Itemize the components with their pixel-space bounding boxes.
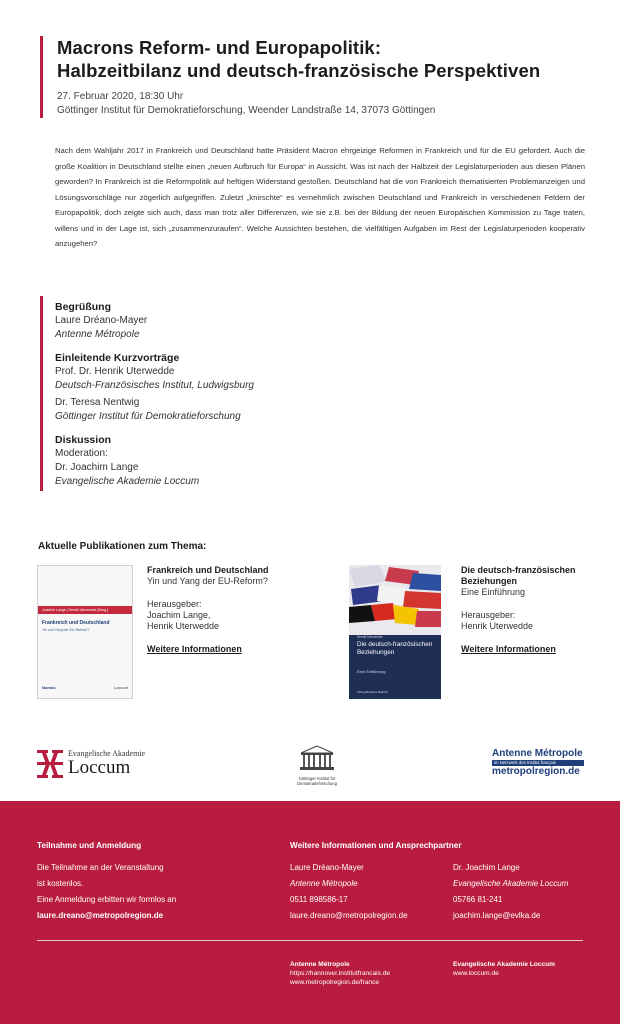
welcome-org: Antenne Métropole [55, 329, 140, 340]
book2-cover-subtitle: Eine Einführung [357, 669, 386, 674]
contact-antenne-email[interactable]: laure.dreano@metropolregion.de [290, 911, 408, 920]
registration-line3: Eine Anmeldung erbitten wir formlos an [37, 895, 177, 904]
book1-subtitle: Yin und Yang der EU-Reform? [147, 576, 268, 586]
moderator-name: Dr. Joachim Lange [55, 462, 139, 473]
program-talks [55, 351, 440, 424]
loccum-logo [37, 749, 145, 778]
book2-cover[interactable] [349, 565, 441, 699]
event-venue: Göttinger Institut für Demokratieforschung, Weender Landstraße 14, 37073 Göttingen [57, 105, 436, 116]
program [40, 296, 440, 491]
event-title [57, 36, 600, 82]
book1-info [147, 565, 327, 655]
moderator-org: Evangelische Akademie Loccum [55, 476, 200, 487]
book1-editor1: Joachim Lange, [147, 610, 211, 620]
book1-cover[interactable] [37, 565, 133, 699]
contact-loccum-org: Evangelische Akademie Loccum [453, 879, 569, 888]
footer-registration [37, 838, 267, 924]
registration-email[interactable]: laure.dreano@metropolregion.de [37, 911, 164, 920]
footer-divider [37, 940, 583, 941]
book2-subtitle: Eine Einführung [461, 587, 526, 597]
antenne-logo [492, 748, 584, 778]
program-discussion [55, 433, 440, 489]
book1-cover-publisher: Nomos [42, 685, 56, 690]
book1-more-link[interactable]: Weitere Informationen [147, 644, 242, 654]
contact-antenne [290, 860, 450, 924]
footer-contacts [290, 838, 590, 854]
book2-info [461, 565, 591, 655]
welcome-heading: Begrüßung [55, 301, 111, 313]
registration-line1: Die Teilnahme an der Veranstaltung [37, 863, 164, 872]
gida-logo-line1: Göttinger Institut für [298, 776, 336, 781]
antenne-logo-line1: Antenne Métropole [492, 748, 583, 759]
talks-heading: Einleitende Kurzvorträge [55, 352, 180, 364]
book2-cover-author: Henrik Uterwedde [357, 635, 383, 639]
program-welcome [55, 300, 440, 342]
book1-editor2: Henrik Uterwedde [147, 621, 220, 631]
contact-antenne-phone: 0511 898586-17 [290, 895, 348, 904]
event-header [40, 36, 600, 118]
contact-loccum-email[interactable]: joachim.lange@evlka.de [453, 911, 541, 920]
footer-antenne-url1[interactable]: https://hannover.institutfrancais.de [290, 970, 391, 977]
welcome-name: Laure Dréano-Mayer [55, 315, 148, 326]
footer-loccum-url1[interactable]: www.loccum.de [453, 970, 499, 977]
book2-title-line2: Beziehungen [461, 576, 518, 586]
intro-paragraph: Nach dem Wahljahr 2017 in Frankreich und Deutschland hatte Präsident Macron ehrgeizige Reformen in Frankreich und für die EU gefordert. Auch die große Koalition in Deutschland stellte einen „neuen Aufbruch für Europa“ in Aussicht. Was ist nach der Halbzeit der Legislaturperioden aus diesen Plänen geworden? In Frankreich ist die Reformpolitik auf heftigen Widerstand gestoßen. Deutschland hat die von Frankreich thematisierten Problemanzeigen und Lösungsvorschläge nur zögerlich aufgegriffen. Zuletzt „knirschte“ es vernehmlich zwischen Deutschland und Frankreich in verschiedenen Feldern der Europapolitik, doch zeigte sich auch, dass man trotz aller Differenzen, wie sie z.B. bei der Bildung der neuen Europäischen Kommission zu Tage traten, willens und in der Lage ist, sich „zusammenzuraufen“. Welche Aussichten bestehen, die vielfältigen Aufgaben im Rest der Legislaturperioden kooperativ anzugehen? [55, 146, 585, 248]
book1-editor-label: Herausgeber: [147, 599, 202, 609]
book1-title: Frankreich und Deutschland [147, 565, 269, 575]
book2-editor1: Henrik Uterwedde [461, 621, 534, 631]
loccum-mark-icon [37, 750, 63, 778]
antenne-logo-line3: metropolregion.de [492, 766, 580, 777]
contact-loccum [453, 860, 603, 924]
event-title-line1: Macrons Reform- und Europapolitik: [57, 37, 382, 58]
book2-title-line1: Die deutsch-französischen [461, 565, 576, 575]
gida-logo [287, 745, 347, 786]
contact-antenne-org: Antenne Métropole [290, 879, 358, 888]
book1-cover-authors: Joachim Lange | Henrik Uterwedde [Hrsg.] [42, 608, 108, 612]
contact-loccum-phone: 05766 81-241 [453, 895, 503, 904]
event-meta [57, 90, 600, 118]
contact-antenne-name: Laure Dréano-Mayer [290, 863, 364, 872]
moderation-label: Moderation: [55, 448, 108, 459]
footer [0, 801, 620, 1024]
registration-heading: Teilnahme und Anmeldung [37, 841, 142, 850]
institute-building-icon [299, 745, 335, 771]
event-date: 27. Februar 2020, 18:30 Uhr [57, 91, 184, 102]
speaker1-name: Prof. Dr. Henrik Uterwedde [55, 366, 175, 377]
book2-cover-title: Die deutsch-französischen Beziehungen [357, 641, 433, 656]
book1-cover-title: Frankreich und Deutschland [42, 620, 110, 626]
footer-antenne-url2[interactable]: www.metropolregion.de/france [290, 979, 380, 986]
loccum-logo-big: Loccum [68, 757, 131, 778]
book2-more-link[interactable]: Weitere Informationen [461, 644, 556, 654]
speaker2-name: Dr. Teresa Nentwig [55, 397, 140, 408]
footer-antenne-links [290, 960, 450, 987]
book1-cover-subtitle: Yin und Yang der EU-Reform? [42, 628, 90, 632]
speaker1-org: Deutsch-Französisches Institut, Ludwigsburg [55, 380, 254, 391]
footer-antenne-title: Antenne Métropole [290, 961, 350, 968]
gida-logo-line2: Demokratieforschung [297, 781, 337, 786]
contact-loccum-name: Dr. Joachim Lange [453, 863, 520, 872]
book2-editor-label: Herausgeber: [461, 610, 516, 620]
speaker2-org: Göttinger Institut für Demokratieforschung [55, 411, 241, 422]
event-title-line2: Halbzeitbilanz und deutsch-französische Perspektiven [57, 60, 541, 81]
footer-loccum-links [453, 960, 603, 978]
publications-heading: Aktuelle Publikationen zum Thema: [38, 541, 207, 552]
antenne-logo-line2: im Netzwerk des Institut français [492, 760, 584, 766]
discussion-heading: Diskussion [55, 434, 112, 446]
registration-line2: ist kostenlos. [37, 879, 84, 888]
loccum-logo-small: Evangelische Akademie [68, 749, 146, 758]
footer-loccum-title: Evangelische Akademie Loccum [453, 961, 556, 968]
book2-cover-publisher: Verlag Barbara Budrich [357, 690, 389, 694]
book2-cover-flags [349, 565, 441, 635]
book1-cover-logo: Loccum [113, 685, 128, 690]
contacts-heading: Weitere Informationen und Ansprechpartner [290, 841, 462, 850]
